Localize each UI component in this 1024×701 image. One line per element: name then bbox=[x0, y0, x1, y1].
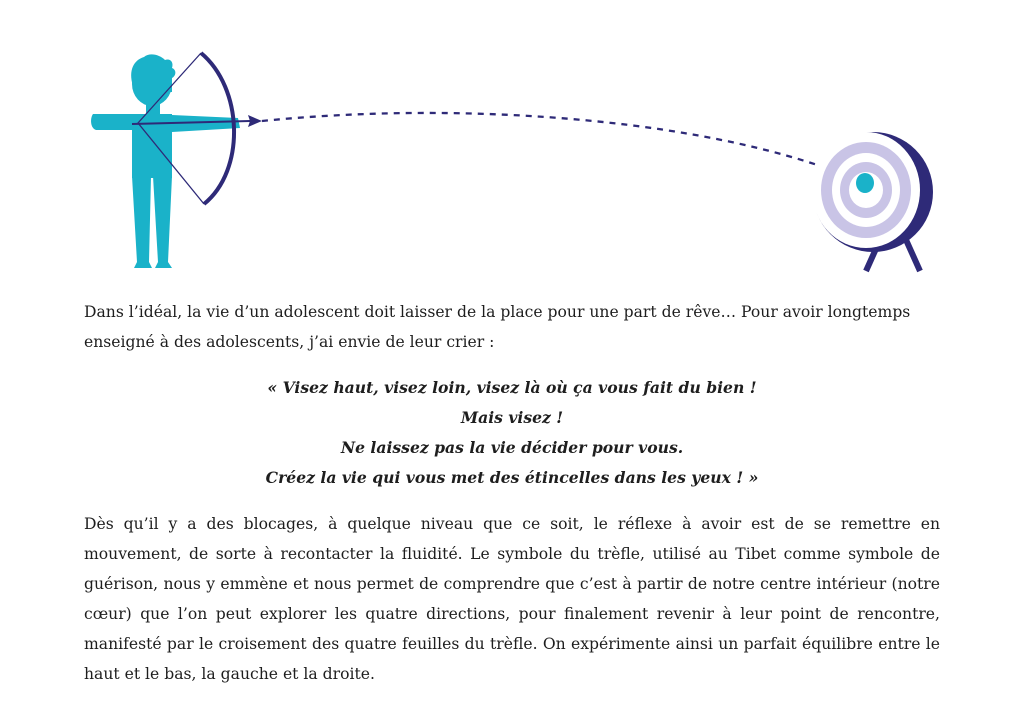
quote-line: Ne laissez pas la vie décider pour vous. bbox=[340, 438, 684, 457]
archery-illustration bbox=[0, 0, 1024, 285]
body-paragraph: Dès qu’il y a des blocages, à quelque niveau que ce soit, le réflexe à avoir est de se remettre en mouvement, de sorte à recontacter la fluidité. Le symbole du trèfle, utilisé au Tibet comme symbole de guérison, nous y emmène et nous permet de comprendre que c’est à partir de notre centre intérieur (notre cœur) que l’on peut explorer les quatre directions, pour finalement revenir à leur point de rencontre, manifesté par le croisement des quatre feuilles du trèfle. On expérimente ainsi un parfait équilibre entre le haut et le bas, la gauche et la droite. bbox=[84, 515, 940, 683]
quote-line: « Visez haut, visez loin, visez là où ça vous fait du bien ! bbox=[267, 378, 757, 397]
quote-line: Mais visez ! bbox=[460, 408, 564, 427]
intro-paragraph: Dans l’idéal, la vie d’un adolescent doit laisser de la place pour une part de rêve… Pour avoir longtemps enseigné à des adolescents, j’ai envie de leur crier : bbox=[84, 303, 911, 351]
target-icon bbox=[812, 132, 933, 271]
arrow-trajectory bbox=[262, 113, 862, 182]
quote-block bbox=[84, 373, 940, 493]
quote-line: Créez la vie qui vous met des étincelles dans les yeux ! » bbox=[265, 468, 759, 487]
archer-icon bbox=[91, 53, 262, 268]
bullseye bbox=[856, 173, 874, 193]
